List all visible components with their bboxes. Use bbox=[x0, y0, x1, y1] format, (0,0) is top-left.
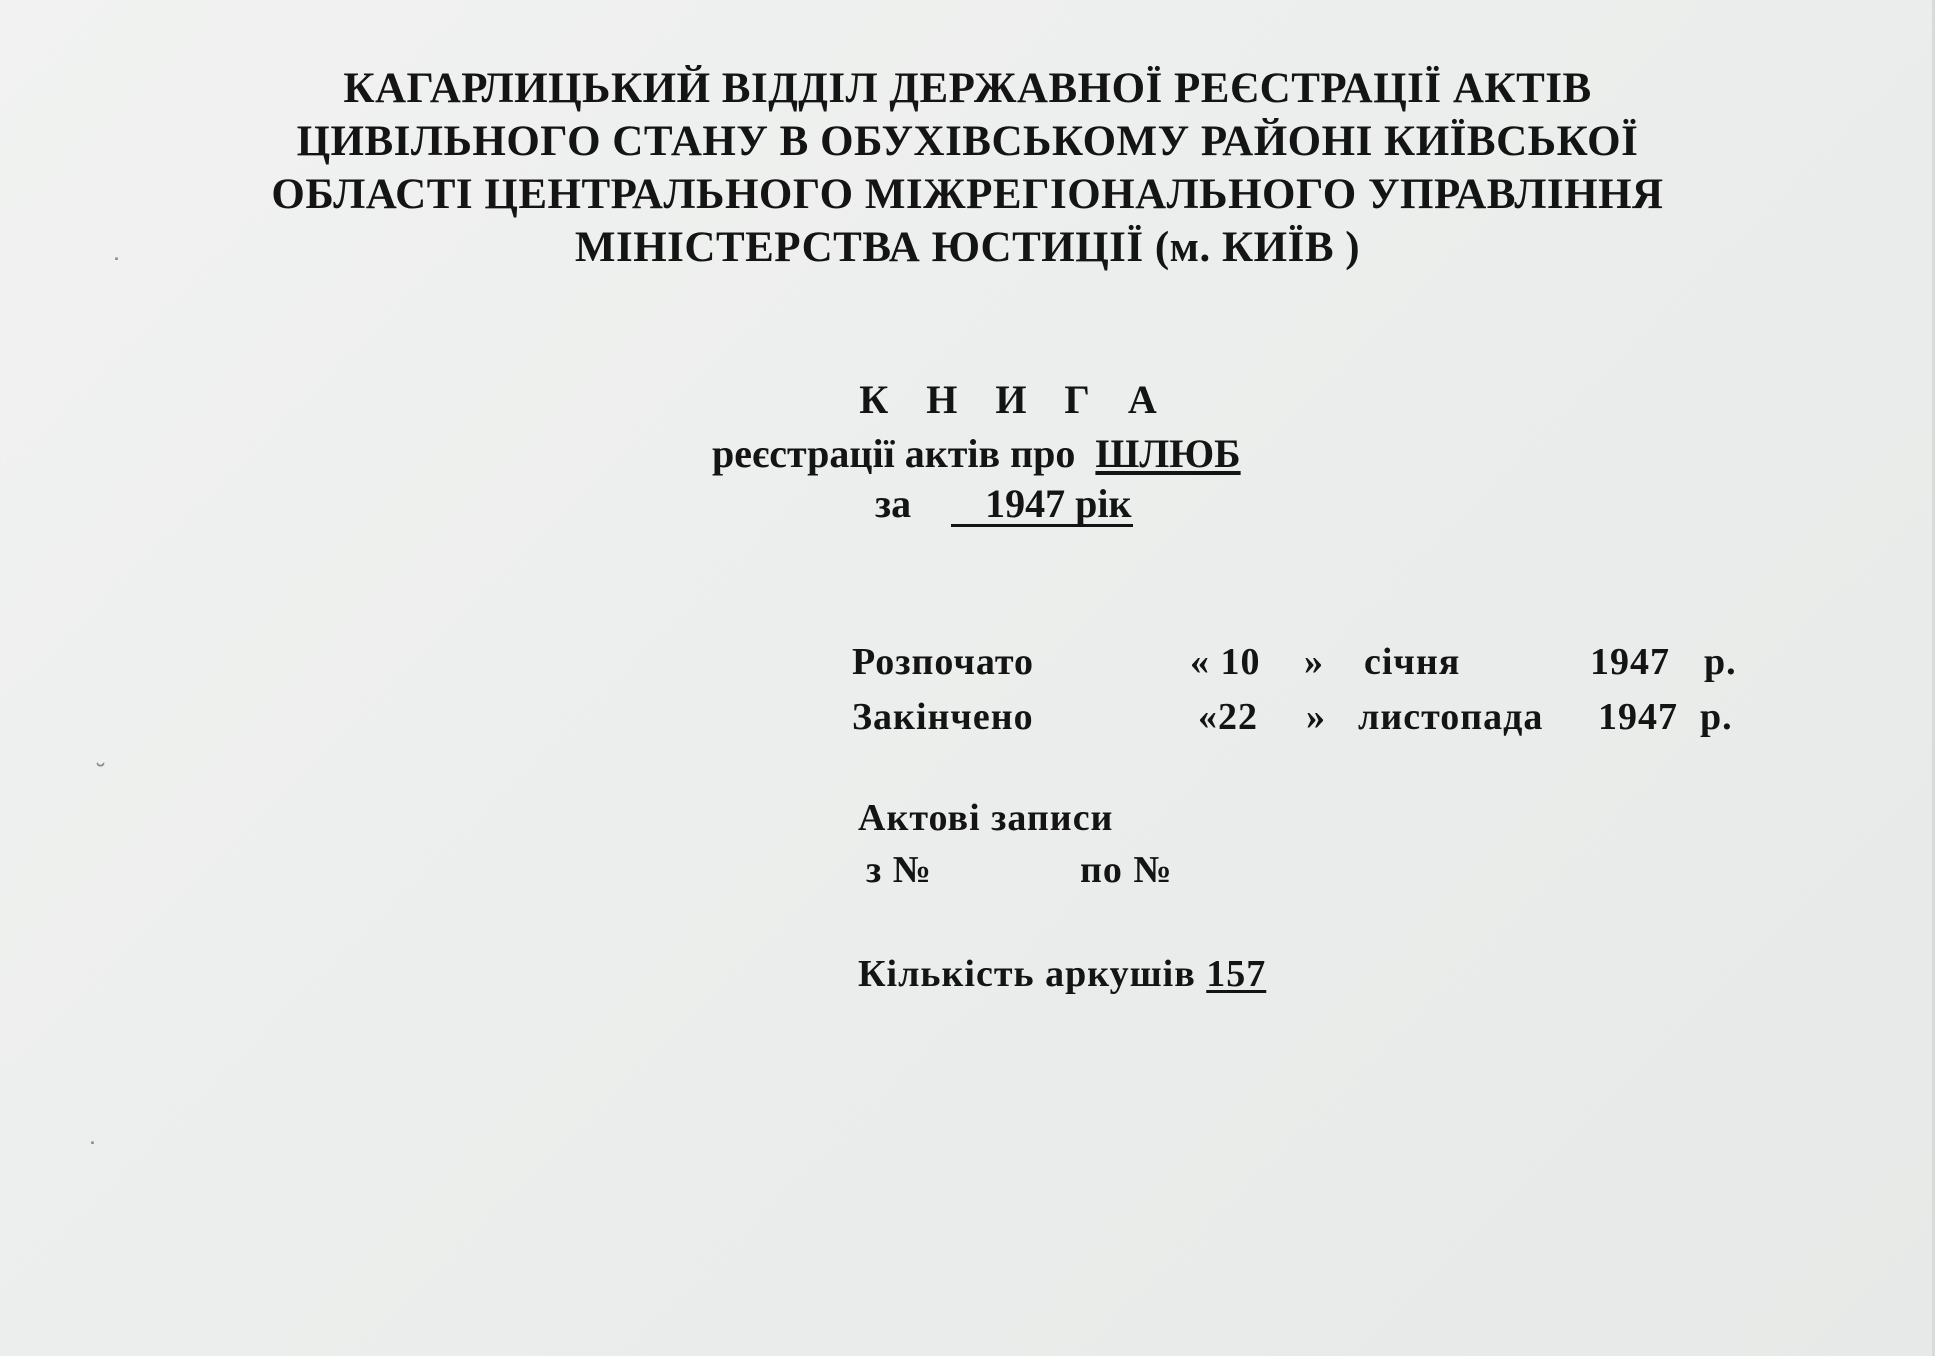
header-line-2: ЦИВІЛЬНОГО СТАНУ В ОБУХІВСЬКОМУ РАЙОНІ КИЇВСЬКОЇ bbox=[296, 118, 1639, 165]
paper-speck: ˘ bbox=[94, 760, 107, 790]
end-year-suffix: р. bbox=[1700, 696, 1733, 738]
header-line-3: ОБЛАСТІ ЦЕНТРАЛЬНОГО МІЖРЕГІОНАЛЬНОГО УПРАВЛІННЯ bbox=[271, 171, 1664, 218]
book-subtitle-prefix: реєстрації актів про bbox=[712, 431, 1076, 476]
institution-header bbox=[0, 62, 1935, 274]
book-year-value: 1947 рік bbox=[951, 484, 1133, 527]
start-year-suffix: р. bbox=[1704, 641, 1737, 683]
end-label: Закінчено bbox=[852, 696, 1034, 738]
end-day-close: » bbox=[1306, 696, 1326, 738]
start-label: Розпочато bbox=[852, 641, 1035, 683]
book-subtitle bbox=[712, 430, 1241, 477]
start-date-row bbox=[852, 640, 1752, 688]
header-line-1: КАГАРЛИЦЬКИЙ ВІДДІЛ ДЕРЖАВНОЇ РЕЄСТРАЦІЇ АКТІВ bbox=[343, 65, 1592, 112]
end-date-row bbox=[852, 695, 1752, 743]
records-range bbox=[866, 848, 1266, 896]
start-year: 1947 bbox=[1590, 641, 1670, 683]
records-from-label: з № bbox=[866, 849, 932, 891]
book-record-type: ШЛЮБ bbox=[1095, 431, 1241, 476]
end-year: 1947 bbox=[1598, 696, 1678, 738]
paper-speck: ˙ bbox=[86, 1138, 99, 1168]
end-day: «22 bbox=[1198, 696, 1258, 738]
sheet-count-value: 157 bbox=[1206, 953, 1267, 995]
book-year-prefix: за bbox=[875, 481, 912, 526]
paper-speck: ˙ bbox=[110, 254, 123, 284]
end-month: листопада bbox=[1358, 696, 1544, 738]
header-line-4: МІНІСТЕРСТВА ЮСТИЦІЇ (м. КИЇВ ) bbox=[574, 224, 1361, 271]
start-month: січня bbox=[1364, 641, 1461, 683]
records-to-label: по № bbox=[1080, 849, 1173, 891]
start-day-close: » bbox=[1304, 641, 1324, 683]
start-day: « 10 bbox=[1190, 641, 1261, 683]
book-year-line bbox=[875, 480, 1133, 527]
book-title: К Н И Г А bbox=[859, 377, 1171, 422]
records-label: Актові записи bbox=[858, 797, 1114, 839]
sheet-count-label: Кількість аркушів bbox=[858, 953, 1196, 995]
sheet-count-line bbox=[858, 952, 1266, 996]
